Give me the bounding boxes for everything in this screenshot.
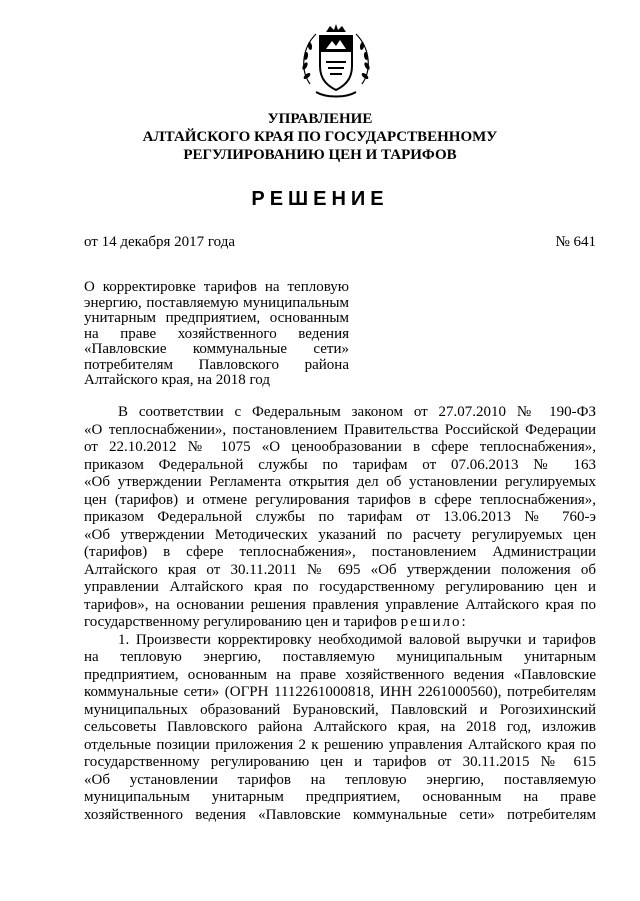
header-line-1: УПРАВЛЕНИЕ (267, 111, 373, 127)
body-line: предприятием, основанным на праве хозяйственного ведения «Павловские (84, 666, 596, 683)
subject-line: унитарным предприятием, основанным (84, 310, 349, 326)
body-line: от 22.10.2012 № 1075 «О ценообразовании в сфере теплоснабжения», (84, 439, 596, 455)
subject-line: потребителям Павловского района (84, 356, 349, 373)
body-line: «Об утверждении Методических указаний по расчету регулируемых цен (84, 526, 596, 543)
subject-line: Алтайского края, на 2018 год (84, 372, 270, 388)
body-line: приказом Федеральной службы по тарифам от 07.06.2013 № 163 (84, 456, 596, 473)
body-line: цен (тарифов) и отмене регулирования тарифов в сфере теплоснабжения», (84, 491, 596, 508)
body-line: тарифов», на основании решения правления управление Алтайского края по (84, 596, 596, 613)
body-line: государственному регулированию цен и тарифов от 30.11.2015 № 615 (84, 754, 596, 770)
body-line: муниципальным унитарным предприятием, основанным на праве (84, 789, 596, 805)
body-line: В соответствии с Федеральным законом от 27.07.2010 № 190-ФЗ (118, 404, 596, 420)
document-title: РЕШЕНИЕ (251, 188, 389, 210)
body-line: хозяйственного ведения «Павловские коммунальные сети» потребителям (84, 806, 596, 823)
body-line: отдельные позиции приложения 2 к решению управления Алтайского края по (84, 736, 596, 753)
body-line: коммунальные сети» (ОГРН 1112261000818, ИНН 2261000560), потребителям (84, 684, 596, 700)
header-line-2: АЛТАЙСКОГО КРАЯ ПО ГОСУДАРСТВЕННОМУ (142, 129, 498, 145)
body-line-decided (84, 614, 596, 632)
body-line: приказом Федеральной службы по тарифам от 13.06.2013 № 760-э (84, 509, 596, 525)
body-line: муниципальных образований Бурановский, Павловский и Рогозихинский (84, 701, 596, 718)
issuer-header (0, 110, 640, 164)
body-line: 1. Произвести корректировку необходимой валовой выручки и тарифов (118, 631, 596, 648)
body-line: «Об установлении тарифов на тепловую энергию, поставляемую (84, 771, 596, 788)
body-line: (тарифов) в сфере теплоснабжения», постановлением Администрации (84, 544, 596, 560)
body-line: сельсоветы Павловского района Алтайского края, на 2018 год, изложив (84, 719, 596, 735)
document-number: № 641 (555, 234, 596, 250)
body-line: Алтайского края от 30.11.2011 № 695 «Об утверждении положения об (84, 561, 596, 578)
document-subject (84, 280, 349, 389)
subject-line: «Павловские коммунальные сети» (84, 341, 349, 357)
body-line: управлении Алтайского края по государственному регулированию цен и (84, 579, 596, 595)
subject-line: энергию, поставляемую муниципальным (84, 294, 349, 311)
document-date: от 14 декабря 2017 года (84, 234, 236, 250)
decided-word: решило: (400, 614, 468, 630)
subject-line: О корректировке тарифов на тепловую (84, 279, 349, 295)
body-line: «О теплоснабжении», постановлением Правительства Российской Федерации (84, 421, 596, 438)
body-line: на тепловую энергию, поставляемую муниципальным унитарным (84, 649, 596, 665)
subject-line: на праве хозяйственного ведения (84, 325, 349, 342)
document-body (84, 404, 596, 824)
coat-of-arms-emblem (296, 22, 376, 102)
header-line-3: РЕГУЛИРОВАНИЮ ЦЕН И ТАРИФОВ (183, 147, 457, 163)
body-line: «Об утверждении Регламента открытия дел об установлении регулируемых (84, 474, 596, 490)
body-line-text: государственному регулированию цен и тарифов (84, 614, 401, 630)
